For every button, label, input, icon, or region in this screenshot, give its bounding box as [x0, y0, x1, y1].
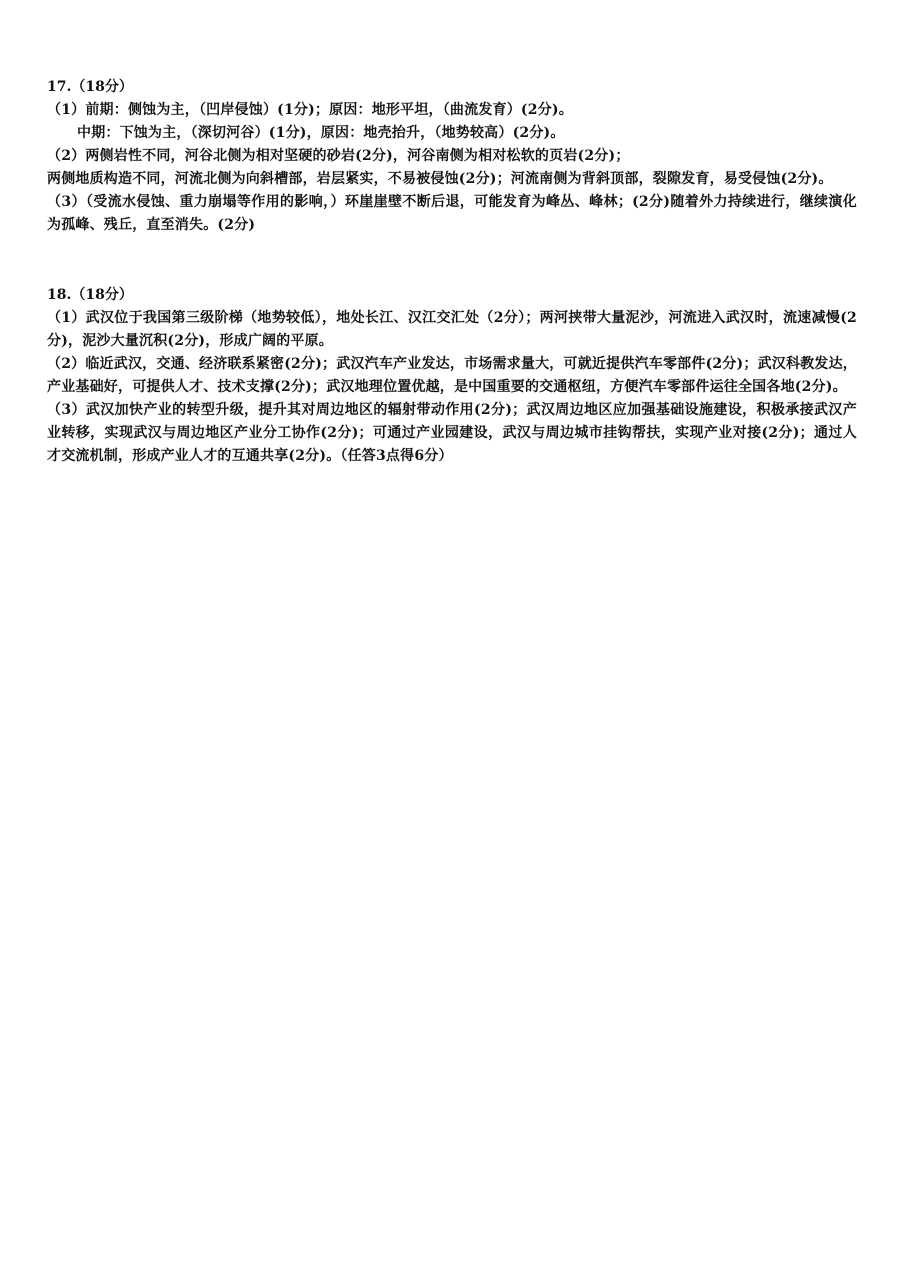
q17-part2-structure: 两侧地质构造不同，河流北侧为向斜槽部，岩层紧实，不易被侵蚀(2分)；河流南侧为背斜顶部，裂隙发育，易受侵蚀(2分)。: [47, 171, 833, 187]
q18-part2-location-factors: （2）临近武汉，交通、经济联系紧密(2分)；武汉汽车产业发达，市场需求量大，可就近提供汽车零部件(2分)；武汉科教发达，产业基础好，可提供人才、技术支撑(2分)；武汉地理位置优越，是中国重要的交通枢纽，方便汽车零部件运往全国各地(2分)。: [47, 356, 857, 395]
question-18-answers: [47, 284, 857, 468]
q17-part1-middle-stage: 中期：下蚀为主，（深切河谷）(1分)，原因：地壳抬升，（地势较高）(2分)。: [77, 125, 565, 141]
q17-part1-early-stage: （1）前期：侧蚀为主，（凹岸侵蚀）(1分)；原因：地形平坦，（曲流发育）(2分)。: [47, 102, 573, 118]
q18-part3-coordination-measures: （3）武汉加快产业的转型升级，提升其对周边地区的辐射带动作用(2分)；武汉周边地区应加强基础设施建设，积极承接武汉产业转移，实现武汉与周边地区产业分工协作(2分)；可通过产业园建设，武汉与周边城市挂钩帮扶，实现产业对接(2分)；通过人才交流机制，形成产业人才的互通共享(2分)。（任答3点得6分）: [47, 402, 857, 464]
question-18-heading: 18.（18分）: [47, 287, 133, 303]
q18-part1-plain-formation: （1）武汉位于我国第三级阶梯（地势较低），地处长江、汉江交汇处（2分）；两河挟带大量泥沙，河流进入武汉时，流速减慢(2分)，泥沙大量沉积(2分)，形成广阔的平原。: [47, 310, 857, 349]
question-17-answers: [47, 76, 857, 237]
q17-part2-lithology: （2）两侧岩性不同，河谷北侧为相对坚硬的砂岩(2分)，河谷南侧为相对松软的页岩(2分)；: [47, 148, 630, 164]
question-17-heading: 17.（18分）: [47, 79, 133, 95]
q17-part3-evolution: （3）（受流水侵蚀、重力崩塌等作用的影响，）环崖崖壁不断后退，可能发育为峰丛、峰林；(2分)随着外力持续进行，继续演化为孤峰、残丘，直至消失。(2分): [47, 194, 857, 233]
